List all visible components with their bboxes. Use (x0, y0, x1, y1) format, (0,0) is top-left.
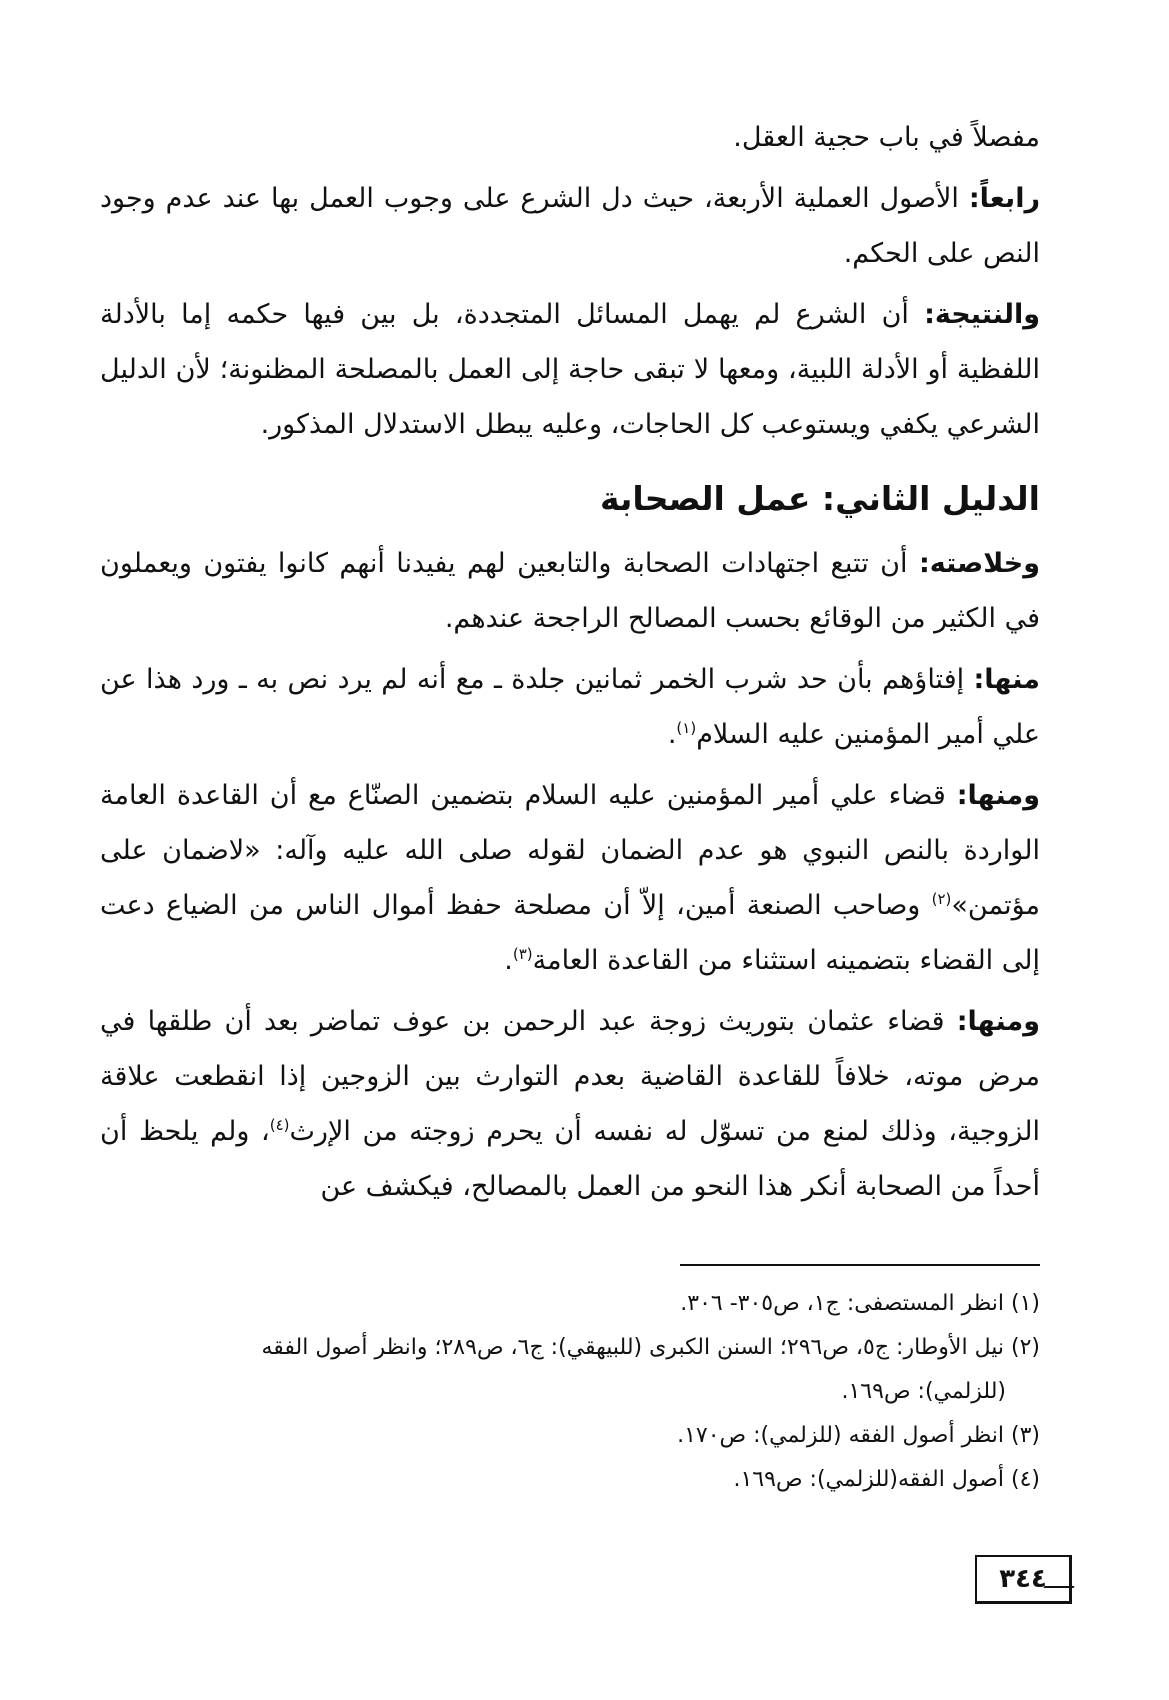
page-number: ٣٤٤ (975, 1555, 1072, 1604)
paragraph-lead: منها: (973, 664, 1040, 695)
paragraph-text: أن تتبع اجتهادات الصحابة والتابعين لهم يفيدنا أنهم كانوا يفتون ويعملون في الكثير من الوقائع بحسب المصالح الراجحة عندهم. (100, 548, 1040, 634)
paragraph-text: إفتاؤهم بأن حد شرب الخمر ثمانين جلدة ـ مع أنه لم يرد نص به ـ ورد هذا عن علي أمير المؤمنين عليه السلام (100, 664, 1040, 750)
footnote-ref[interactable]: (٣) (512, 945, 533, 963)
paragraph (100, 652, 1040, 762)
paragraph-text: أن الشرع لم يهمل المسائل المتجددة، بل بين فيها حكمه إما بالأدلة اللفظية أو الأدلة اللبية، ومعها لا تبقى حاجة إلى العمل بالمصلحة المظنونة؛ لأن الدليل الشرعي يكفي ويستوعب كل الحاجات، وعليه يبطل الاستدلال المذكور. (100, 299, 1040, 440)
paragraph-tail: . (667, 719, 677, 750)
paragraph-text: ، ولم يلحظ أن أحداً من الصحابة أنكر هذا النحو من العمل بالمصالح، فيكشف عن (100, 1116, 1040, 1202)
paragraph (100, 536, 1040, 646)
paragraph (100, 994, 1040, 1214)
paragraph (100, 768, 1040, 988)
footnote-ref[interactable]: (١) (676, 719, 697, 737)
footnote-item-continuation: (للزلمي): ص١٦٩. (841, 1379, 1006, 1404)
footnote-item: (٣) انظر أصول الفقه (للزلمي): ص١٧٠. (677, 1423, 1040, 1448)
paragraph-lead: ومنها: (956, 780, 1040, 811)
section-heading: الدليل الثاني: عمل الصحابة (599, 479, 1040, 518)
paragraph-lead: رابعاً: (968, 183, 1040, 214)
paragraph (100, 287, 1040, 452)
footnote-ref[interactable]: (٢) (931, 890, 952, 908)
footnote-divider (680, 1264, 1040, 1266)
paragraph-lead: والنتيجة: (924, 299, 1040, 330)
paragraph-lead: وخلاصته: (918, 548, 1040, 579)
page-body (100, 110, 1040, 1220)
paragraph-text: قضاء عثمان بتوريث زوجة عبد الرحمن بن عوف تماضر بعد أن طلقها في مرض موته، خلافاً للقاعدة القاضية بعدم التوارث بين الزوجين إذا انقطعت علاقة الزوجية، وذلك لمنع من تسوّل له نفسه أن يحرم زوجته من الإرث (100, 1006, 1040, 1147)
footnote-ref[interactable]: (٤) (269, 1116, 290, 1134)
footnote-item: (١) انظر المستصفى: ج١، ص٣٠٥- ٣٠٦. (680, 1291, 1040, 1316)
paragraph-text: وصاحب الصنعة أمين، إلاّ أن مصلحة حفظ أموال الناس من الضياع دعت إلى القضاء بتضمينه استثناء من القاعدة العامة (100, 890, 1040, 976)
paragraph-text: الأصول العملية الأربعة، حيث دل الشرع على وجوب العمل بها عند عدم وجود النص على الحكم. (100, 183, 1040, 269)
paragraph-text: قضاء علي أمير المؤمنين عليه السلام بتضمين الصنّاع مع أن القاعدة العامة الواردة بالنص النبوي هو عدم الضمان لقوله صلى الله عليه وآله: «لاضمان على مؤتمن» (100, 780, 1040, 921)
footnotes (100, 1282, 1040, 1502)
footnote-item: (٢) نيل الأوطار: ج٥، ص٢٩٦؛ السنن الكبرى (للبيهقي): ج٦، ص٢٨٩؛ وانظر أصول الفقه (261, 1335, 1040, 1360)
paragraph-text: مفصلاً في باب حجية العقل. (733, 122, 1040, 153)
paragraph (100, 110, 1040, 165)
paragraph-tail: . (504, 945, 513, 976)
paragraph (100, 171, 1040, 281)
footnote-item: (٤) أصول الفقه(للزلمي): ص١٦٩. (733, 1467, 1040, 1492)
paragraph-lead: ومنها: (956, 1006, 1040, 1037)
